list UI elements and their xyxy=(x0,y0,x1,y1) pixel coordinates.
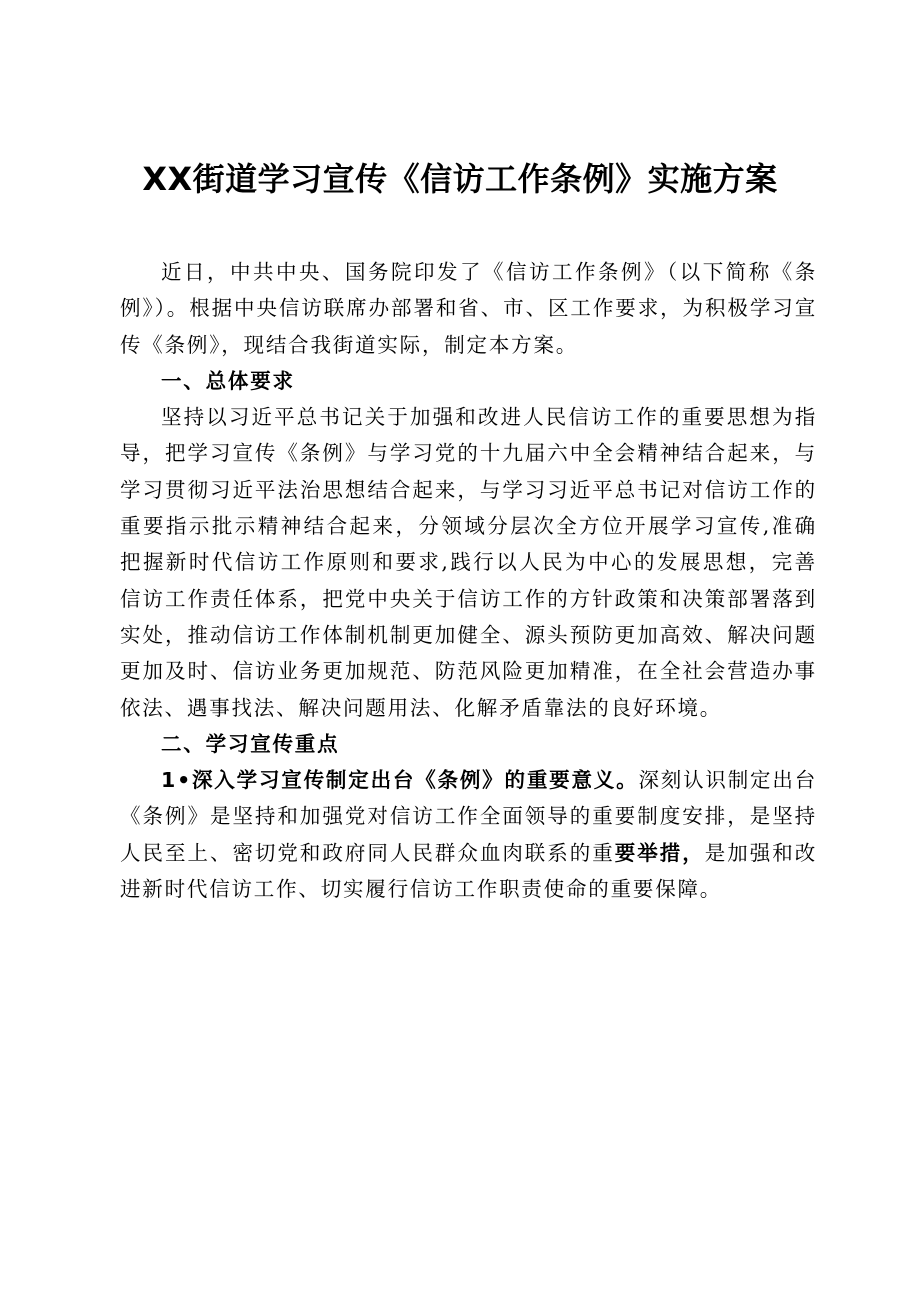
key-point-1-text-bold: 要举措， xyxy=(614,840,705,865)
key-point-1-lead: 1•深入学习宣传制定出台《条例》的重要意义。 xyxy=(161,768,639,793)
document-body xyxy=(120,254,817,907)
general-requirements-paragraph: 坚持以习近平总书记关于加强和改进人民信访工作的重要思想为指导，把学习宣传《条例》与学习党的十九届六中全会精神结合起来，与学习贯彻习近平法治思想结合起来，与学习习近平总书记对信访工作的重要指示批示精神结合起来，分领域分层次全方位开展学习宣传,准确把握新时代信访工作原则和要求,践行以人民为中心的发展思想，完善信访工作责任体系，把党中央关于信访工作的方针政策和决策部署落到实处，推动信访工作体制机制更加健全、源头预防更加高效、解决问题更加及时、信访业务更加规范、防范风险更加精准，在全社会营造办事依法、遇事找法、解决问题用法、化解矛盾靠法的良好环境。 xyxy=(120,405,817,720)
section-heading-key-points: 二、学习宣传重点 xyxy=(161,731,340,756)
document-title: XX街道学习宣传《信访工作条例》实施方案 xyxy=(142,160,778,198)
section-heading-general-requirements: 一、总体要求 xyxy=(161,368,295,393)
key-point-1-text-a: 深刻认识制定出台《条例》是坚持和加强党对信访工作全面领导的重要制度安排，是坚持人民至上、密切党和政府同人民群众血肉联系的重 xyxy=(120,768,817,865)
intro-paragraph: 近日，中共中央、国务院印发了《信访工作条例》（以下简称《条例》）。根据中央信访联席办部署和省、市、区工作要求，为积极学习宣传《条例》，现结合我街道实际，制定本方案。 xyxy=(120,260,817,357)
key-point-1-text-b: 是加强和改进新时代信访工作、切实履行信访工作职责使命的重要保障。 xyxy=(120,840,818,902)
key-point-1-paragraph xyxy=(120,762,817,907)
